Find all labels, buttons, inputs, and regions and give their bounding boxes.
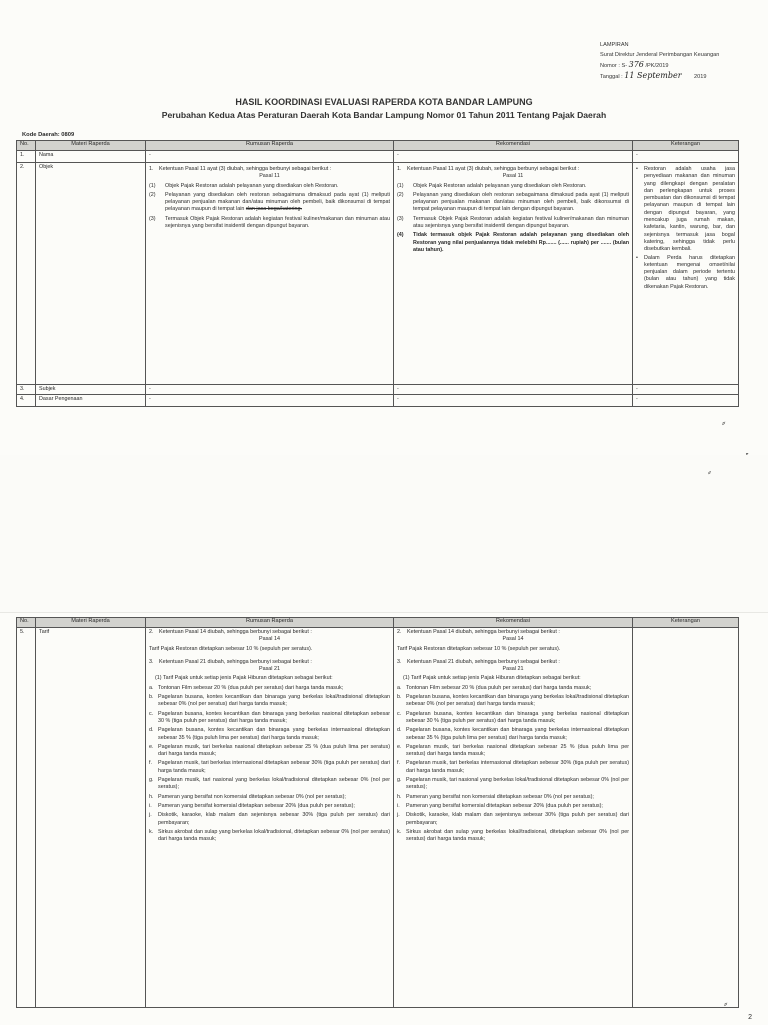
paraf-mark: ⸗	[724, 999, 728, 1010]
list-item: (1) Objek Pajak Restoran adalah pelayanan yang disediakan oleh Restoran.	[149, 182, 339, 189]
table-header	[17, 141, 739, 151]
list-item: g. Pagelaran musik, tari nasional yang berkelas lokal/tradisional ditetapkan sebesar 0% (nol per seratus);	[149, 777, 390, 791]
list-item: j. Diskotik, karaoke, klab malam dan sejenisnya sebesar 30% (tiga puluh per seratus) dari pembayaran;	[397, 812, 629, 826]
list-item: b. Pagelaran busana, kontes kecantikan dan binaraga yang berkelas lokal/tradisional ditetapkan sebesar 0% (nol per seratus) dari harga tanda masuk;	[149, 694, 390, 708]
lampiran-label: LAMPIRAN	[600, 42, 629, 48]
list-item: (3) Termasuk Objek Pajak Restoran adalah kegiatan festival kuliner/makanan dan minuman atau sejenisnya yang bersifat insidentil dengan dipungut bayaran.	[149, 215, 390, 230]
col-no: No.	[17, 141, 36, 151]
list-item: (4) Tidak termasuk objek Pajak Restoran adalah pelayanan yang disediakan oleh Restoran yang nilai penjualannya tidak melebihi Rp....... (...... rupiah) per ....... (bulan atau tahun).	[397, 232, 629, 253]
list-item: c. Pagelaran busana, kontes kecantikan dan binaraga yang berkelas nasional ditetapkan sebesar 30 % (tiga puluh per seratus) dari harga tanda masuk;	[397, 710, 629, 724]
kode-daerah: Kode Daerah: 0809	[22, 132, 75, 138]
list-item: a. Tontonan Film sebesar 20 % (dua puluh per seratus) dari harga tanda masuk;	[397, 684, 592, 691]
col-rekomendasi: Rekomendasi	[394, 141, 633, 151]
list-item: h. Pameran yang bersifat non komersial ditetapkan sebesar 0% (nol per seratus);	[397, 793, 594, 800]
list-item: k. Sirkus akrobat dan sulap yang berkelas lokal/tradisional, ditetapkan sebesar 0% (nol per seratus) dari harga tanda masuk;	[397, 828, 629, 843]
table-header: No. Materi Raperda Rumusan Raperda Rekomendasi Keterangan	[17, 618, 739, 628]
tanggal-line: Tanggal : 11 September 2019	[600, 71, 707, 80]
evaluation-table-1	[16, 140, 739, 407]
page-gap	[0, 455, 768, 612]
keterangan-list	[636, 166, 735, 291]
rumusan-tarif: 2. Ketentuan Pasal 14 diubah, sehingga berbunyi sebagai berikut : Pasal 14 Tarif Pajak Restoran ditetapkan sebesar 10 % (sepuluh per seratus). 3. Ketentuan Pasal 21 diubah, sehingga berbunyi sebagai berikut : Pasal 21 (1) Tarif Pajak untuk setiap jenis Pajak Hiburan ditetapkan sebagai berikut: a. Tontonan Film sebesar 20 % (dua puluh per seratus) dari harga tanda masuk; b. Pagelaran busana, kontes kecantikan dan binaraga yang berkelas lokal/tradisional ditetapkan sebesar 0% (nol per seratus) dari harga tanda masuk; c. Pagelaran busana, kontes kecantikan dan binaraga yang berkelas nasional ditetapkan sebesar 30 % (tiga puluh per seratus) dari harga tanda masuk; d. Pagelaran busana, kontes kecantikan dan binaraga yang berkelas internasional ditetapkan sebesar 35 % (tiga puluh lima per seratus) dari harga tanda masuk; e. Pagelaran musik, tari berkelas nasional ditetapkan sebesar 25 % (dua puluh lima per seratus) dari harga tanda masuk; f. Pagelaran musik, tari berkelas internasional ditetapkan sebesar 30% (tiga puluh per seratus) dari harga tanda masuk; g. Pagelaran musik, tari nasional yang berkelas lokal/tradisional ditetapkan sebesar 0% (nol per seratus); h. Pameran yang bersifat non komersial ditetapkan sebesar 0% (nol per seratus); i. Pameran yang bersifat komersial ditetapkan sebesar 20% (dua puluh per seratus); j. Diskotik, karaoke, klab malam dan sejenisnya sebesar 30% (tiga puluh per seratus) dari pembayaran; k. Sirkus akrobat dan sulap yang berkelas lokal/tradisional, ditetapkan sebesar 0% (nol per seratus) dari harga tanda masuk;	[146, 628, 394, 1008]
col-rumusan: Rumusan Raperda	[146, 141, 394, 151]
page-number: 2	[748, 1014, 752, 1021]
keterangan-tarif	[633, 628, 739, 1008]
list-item: a. Tontonan Film sebesar 20 % (dua puluh per seratus) dari harga tanda masuk;	[149, 684, 344, 691]
list-item: d. Pagelaran busana, kontes kecantikan dan binaraga yang berkelas internasional ditetapkan sebesar 35 % (tiga puluh lima per seratus) dari harga tanda masuk;	[397, 727, 629, 741]
list-item: f. Pagelaran musik, tari berkelas internasional ditetapkan sebesar 30% (tiga puluh per seratus) dari harga tanda masuk;	[149, 760, 390, 774]
list-item: c. Pagelaran busana, kontes kecantikan dan binaraga yang berkelas nasional ditetapkan sebesar 30 % (tiga puluh per seratus) dari harga tanda masuk;	[149, 710, 390, 724]
tarif-list	[397, 685, 629, 844]
handwritten-date: 11 September	[624, 71, 682, 80]
document-subtitle: Perubahan Kedua Atas Peraturan Daerah Kota Bandar Lampung Nomor 01 Tahun 2011 Tentang Pajak Daerah	[161, 110, 607, 120]
table-row: 4. Dasar Pengenaan - - -	[17, 395, 739, 407]
list-item: (2) Pelayanan yang disediakan oleh restoran sebagaimana dimaksud pada ayat (1) meliputi pelayanan penjualan makanan dan/atau minuman oleh pembeli, baik dikonsumsi di tempat pelayanan maupun di tempat lain dan jasa boga/katering.	[149, 191, 390, 213]
list-item: i. Pameran yang bersifat komersial ditetapkan sebesar 20% (dua puluh per seratus);	[149, 802, 355, 809]
table-row: 1. Nama - - -	[17, 151, 739, 163]
list-item: e. Pagelaran musik, tari berkelas nasional ditetapkan sebesar 25 % (dua puluh lima per seratus) dari harga tanda masuk;	[149, 743, 390, 758]
handwritten-number: 376	[628, 60, 644, 69]
list-item: g. Pagelaran musik, tari nasional yang berkelas lokal/tradisional ditetapkan sebesar 0% (nol per seratus);	[397, 777, 629, 791]
list-item: j. Diskotik, karaoke, klab malam dan sejenisnya sebesar 30% (tiga puluh per seratus) dari pembayaran;	[149, 812, 390, 826]
table-row: 3. Subjek - - -	[17, 385, 739, 395]
list-item: (1) Objek Pajak Restoran adalah pelayanan yang disediakan oleh Restoran.	[397, 182, 587, 189]
list-item: f. Pagelaran musik, tari berkelas internasional ditetapkan sebesar 30% (tiga puluh per seratus) dari harga tanda masuk;	[397, 760, 629, 774]
list-item: k. Sirkus akrobat dan sulap yang berkelas lokal/tradisional, ditetapkan sebesar 0% (nol per seratus) dari harga tanda masuk;	[149, 828, 390, 843]
list-item: • Dalam Perda harus ditetapkan ketentuan mengenai omset/nilai penjualan dalam periode tertentu (bulan atau tahun) yang tidak dikenakan Pajak Restoran.	[636, 254, 735, 290]
list-item: • Restoran adalah usaha jasa penyediaan makanan dan minuman yang dilengkapi dengan peralatan dan perlengkapan untuk proses pembuatan dan dikonsumsi di tempat pelayanan maupun di tempat lain dengan dipungut bayaran, yang mencakup juga rumah makan, kafetaria, kantin, warung, bar, dan sejenisnya termasuk jasa bogal katering, sehingga tidak perlu disebutkan kembali.	[636, 166, 735, 253]
list-item: i. Pameran yang bersifat komersial ditetapkan sebesar 20% (dua puluh per seratus);	[397, 802, 603, 809]
list-item: h. Pameran yang bersifat non komersial ditetapkan sebesar 0% (nol per seratus);	[149, 793, 346, 800]
list-item: (2) Pelayanan yang disediakan oleh restoran sebagaimana dimaksud pada ayat (1) meliputi pelayanan penjualan makanan dan/atau minuman oleh pembeli, baik dikonsumsi di tempat pelayanan maupun di tempat lain dengan dipungut bayaran.	[397, 191, 629, 213]
tarif-list	[149, 685, 390, 844]
document-page-1	[0, 0, 768, 455]
list-item: (3) Termasuk Objek Pajak Restoran adalah kegiatan festival kuliner/makanan dan minuman atau sejenisnya yang bersifat insidentil dengan dipungut bayaran.	[397, 215, 629, 230]
lampiran-header	[600, 40, 719, 82]
document-title: HASIL KOORDINASI EVALUASI RAPERDA KOTA BANDAR LAMPUNG	[235, 97, 533, 107]
paraf-mark: ⸗	[722, 418, 726, 429]
rekomendasi-tarif: 2. Ketentuan Pasal 14 diubah, sehingga berbunyi sebagai berikut : Pasal 14 Tarif Pajak Restoran ditetapkan sebesar 10 % (sepuluh per seratus). 3. Ketentuan Pasal 21 diubah, sehingga berbunyi sebagai berikut : Pasal 21 (1) Tarif Pajak untuk setiap jenis Pajak Hiburan ditetapkan sebagai berikut: a. Tontonan Film sebesar 20 % (dua puluh per seratus) dari harga tanda masuk; b. Pagelaran busana, kontes kecantikan dan binaraga yang berkelas lokal/tradisional ditetapkan sebesar 0% (nol per seratus) dari harga tanda masuk; c. Pagelaran busana, kontes kecantikan dan binaraga yang berkelas nasional ditetapkan sebesar 30 % (tiga puluh per seratus) dari harga tanda masuk; d. Pagelaran busana, kontes kecantikan dan binaraga yang berkelas internasional ditetapkan sebesar 35 % (tiga puluh lima per seratus) dari harga tanda masuk; e. Pagelaran musik, tari berkelas nasional ditetapkan sebesar 25 % (dua puluh lima per seratus) dari harga tanda masuk; f. Pagelaran musik, tari berkelas internasional ditetapkan sebesar 30% (tiga puluh per seratus) dari harga tanda masuk; g. Pagelaran musik, tari nasional yang berkelas lokal/tradisional ditetapkan sebesar 0% (nol per seratus); h. Pameran yang bersifat non komersial ditetapkan sebesar 0% (nol per seratus); i. Pameran yang bersifat komersial ditetapkan sebesar 20% (dua puluh per seratus); j. Diskotik, karaoke, klab malam dan sejenisnya sebesar 30% (tiga puluh per seratus) dari pembayaran; k. Sirkus akrobat dan sulap yang berkelas lokal/tradisional, ditetapkan sebesar 0% (nol per seratus) dari harga tanda masuk;	[394, 628, 633, 1008]
list-item: b. Pagelaran busana, kontes kecantikan dan binaraga yang berkelas lokal/tradisional ditetapkan sebesar 0% (nol per seratus) dari harga tanda masuk;	[397, 694, 629, 708]
rumusan-list	[149, 183, 390, 231]
list-item: e. Pagelaran musik, tari berkelas nasional ditetapkan sebesar 25 % (dua puluh lima per seratus) dari harga tanda masuk;	[397, 743, 629, 758]
evaluation-table-2	[16, 617, 739, 1008]
document-page-2	[0, 612, 768, 1025]
surat-label: Surat Direktur Jenderal Perimbangan Keuangan	[600, 52, 720, 58]
rekomendasi-objek: 1. Ketentuan Pasal 11 ayat (3) diubah, sehingga berbunyi sebagai berikut : Pasal 11 (1) Objek Pajak Restoran adalah pelayanan yang disediakan oleh Restoran. (2) Pelayanan yang disediakan oleh restoran sebagaimana dimaksud pada ayat (1) meliputi pelayanan penjualan makanan dan/atau minuman oleh pembeli, baik dikonsumsi di tempat pelayanan maupun di tempat lain dengan dipungut bayaran. (3) Termasuk Objek Pajak Restoran adalah kegiatan festival kuliner/makanan dan minuman atau sejenisnya yang bersifat insidentil dengan dipungut bayaran. (4) Tidak termasuk objek Pajak Restoran adalah pelayanan yang disediakan oleh Restoran yang nilai penjualannya tidak melebihi Rp....... (...... rupiah) per ....... (bulan atau tahun).	[394, 163, 633, 385]
col-materi: Materi Raperda	[36, 141, 146, 151]
col-keterangan: Keterangan	[633, 141, 739, 151]
rekomendasi-list	[397, 183, 629, 255]
keterangan-objek	[633, 163, 739, 385]
table-row: 2. Objek 1. Ketentuan Pasal 11 ayat (3) diubah, sehingga berbunyi sebagai berikut : Pasal 11 (1) Objek Pajak Restoran adalah pelayanan yang disediakan oleh Restoran. (2) Pelayanan yang disediakan oleh restoran sebagaimana dimaksud pada ayat (1) meliputi pelayanan penjualan makanan dan/atau minuman oleh pembeli, baik dikonsumsi di tempat pelayanan maupun di tempat lain dan jasa boga/katering. (3) Termasuk Objek Pajak Restoran adalah kegiatan festival kuliner/makanan dan minuman atau sejenisnya yang bersifat insidentil dengan dipungut bayaran. 1. Ketentuan Pasal 11 ayat (3) diubah, sehingga berbunyi sebagai berikut : Pasal 11 (1) Objek Pajak Restoran adalah pelayanan yang disediakan oleh Restoran. (2) Pelayanan yang disediakan oleh restoran sebagaimana dimaksud pada ayat (1) meliputi pelayanan penjualan makanan dan/atau minuman oleh pembeli, baik dikonsumsi di tempat pelayanan maupun di tempat lain dengan dipungut bayaran. (3) Termasuk Objek Pajak Restoran adalah kegiatan festival kuliner/makanan dan minuman atau sejenisnya yang bersifat insidentil dengan dipungut bayaran. (4) Tidak termasuk objek Pajak Restoran adalah pelayanan yang disediakan oleh Restoran yang nilai penjualannya tidak melebihi Rp....... (...... rupiah) per ....... (bulan atau tahun). • Restoran adalah usaha jasa penyediaan makanan dan minuman yang dilengkapi dengan peralatan dan perlengkapan untuk proses pembuatan dan dikonsumsi di tempat pelayanan maupun di tempat lain dengan dipungut bayaran, yang mencakup juga rumah makan, kafetaria, kantin, warung, bar, dan sejenisnya termasuk jasa bogal katering, sehingga tidak perlu disebutkan kembali. • Dalam Perda harus ditetapkan ketentuan mengenai omset/nilai penjualan dalam periode tertentu (bulan atau tahun) yang tidak dikenakan Pajak Restoran.	[17, 163, 739, 385]
table-row: 5. Tarif 2. Ketentuan Pasal 14 diubah, sehingga berbunyi sebagai berikut : Pasal 14 Tarif Pajak Restoran ditetapkan sebesar 10 % (sepuluh per seratus). 3. Ketentuan Pasal 21 diubah, sehingga berbunyi sebagai berikut : Pasal 21 (1) Tarif Pajak untuk setiap jenis Pajak Hiburan ditetapkan sebagai berikut: a. Tontonan Film sebesar 20 % (dua puluh per seratus) dari harga tanda masuk; b. Pagelaran busana, kontes kecantikan dan binaraga yang berkelas lokal/tradisional ditetapkan sebesar 0% (nol per seratus) dari harga tanda masuk; c. Pagelaran busana, kontes kecantikan dan binaraga yang berkelas nasional ditetapkan sebesar 30 % (tiga puluh per seratus) dari harga tanda masuk; d. Pagelaran busana, kontes kecantikan dan binaraga yang berkelas internasional ditetapkan sebesar 35 % (tiga puluh lima per seratus) dari harga tanda masuk; e. Pagelaran musik, tari berkelas nasional ditetapkan sebesar 25 % (dua puluh lima per seratus) dari harga tanda masuk; f. Pagelaran musik, tari berkelas internasional ditetapkan sebesar 30% (tiga puluh per seratus) dari harga tanda masuk; g. Pagelaran musik, tari nasional yang berkelas lokal/tradisional ditetapkan sebesar 0% (nol per seratus); h. Pameran yang bersifat non komersial ditetapkan sebesar 0% (nol per seratus); i. Pameran yang bersifat komersial ditetapkan sebesar 20% (dua puluh per seratus); j. Diskotik, karaoke, klab malam dan sejenisnya sebesar 30% (tiga puluh per seratus) dari pembayaran; k. Sirkus akrobat dan sulap yang berkelas lokal/tradisional, ditetapkan sebesar 0% (nol per seratus) dari harga tanda masuk; 2. Ketentuan Pasal 14 diubah, sehingga berbunyi sebagai berikut : Pasal 14 Tarif Pajak Restoran ditetapkan sebesar 10 % (sepuluh per seratus). 3. Ketentuan Pasal 21 diubah, sehingga berbunyi sebagai berikut : Pasal 21 (1) Tarif Pajak untuk setiap jenis Pajak Hiburan ditetapkan sebagai berikut: a. Tontonan Film sebesar 20 % (dua puluh per seratus) dari harga tanda masuk; b. Pagelaran busana, kontes kecantikan dan binaraga yang berkelas lokal/tradisional ditetapkan sebesar 0% (nol per seratus) dari harga tanda masuk; c. Pagelaran busana, kontes kecantikan dan binaraga yang berkelas nasional ditetapkan sebesar 30 % (tiga puluh per seratus) dari harga tanda masuk; d. Pagelaran busana, kontes kecantikan dan binaraga yang berkelas internasional ditetapkan sebesar 35 % (tiga puluh lima per seratus) dari harga tanda masuk; e. Pagelaran musik, tari berkelas nasional ditetapkan sebesar 25 % (dua puluh lima per seratus) dari harga tanda masuk; f. Pagelaran musik, tari berkelas internasional ditetapkan sebesar 30% (tiga puluh per seratus) dari harga tanda masuk; g. Pagelaran musik, tari nasional yang berkelas lokal/tradisional ditetapkan sebesar 0% (nol per seratus); h. Pameran yang bersifat non komersial ditetapkan sebesar 0% (nol per seratus); i. Pameran yang bersifat komersial ditetapkan sebesar 20% (dua puluh per seratus); j. Diskotik, karaoke, klab malam dan sejenisnya sebesar 30% (tiga puluh per seratus) dari pembayaran; k. Sirkus akrobat dan sulap yang berkelas lokal/tradisional, ditetapkan sebesar 0% (nol per seratus) dari harga tanda masuk;	[17, 628, 739, 1008]
nomor-line: Nomor : S- 376 /PK/2019	[600, 60, 669, 69]
rumusan-objek: 1. Ketentuan Pasal 11 ayat (3) diubah, sehingga berbunyi sebagai berikut : Pasal 11 (1) Objek Pajak Restoran adalah pelayanan yang disediakan oleh Restoran. (2) Pelayanan yang disediakan oleh restoran sebagaimana dimaksud pada ayat (1) meliputi pelayanan penjualan makanan dan/atau minuman oleh pembeli, baik dikonsumsi di tempat pelayanan maupun di tempat lain dan jasa boga/katering. (3) Termasuk Objek Pajak Restoran adalah kegiatan festival kuliner/makanan dan minuman atau sejenisnya yang bersifat insidentil dengan dipungut bayaran.	[146, 163, 394, 385]
paraf-mark: ⸗	[708, 468, 711, 478]
list-item: d. Pagelaran busana, kontes kecantikan dan binaraga yang berkelas internasional ditetapkan sebesar 35 % (tiga puluh lima per seratus) dari harga tanda masuk;	[149, 727, 390, 741]
